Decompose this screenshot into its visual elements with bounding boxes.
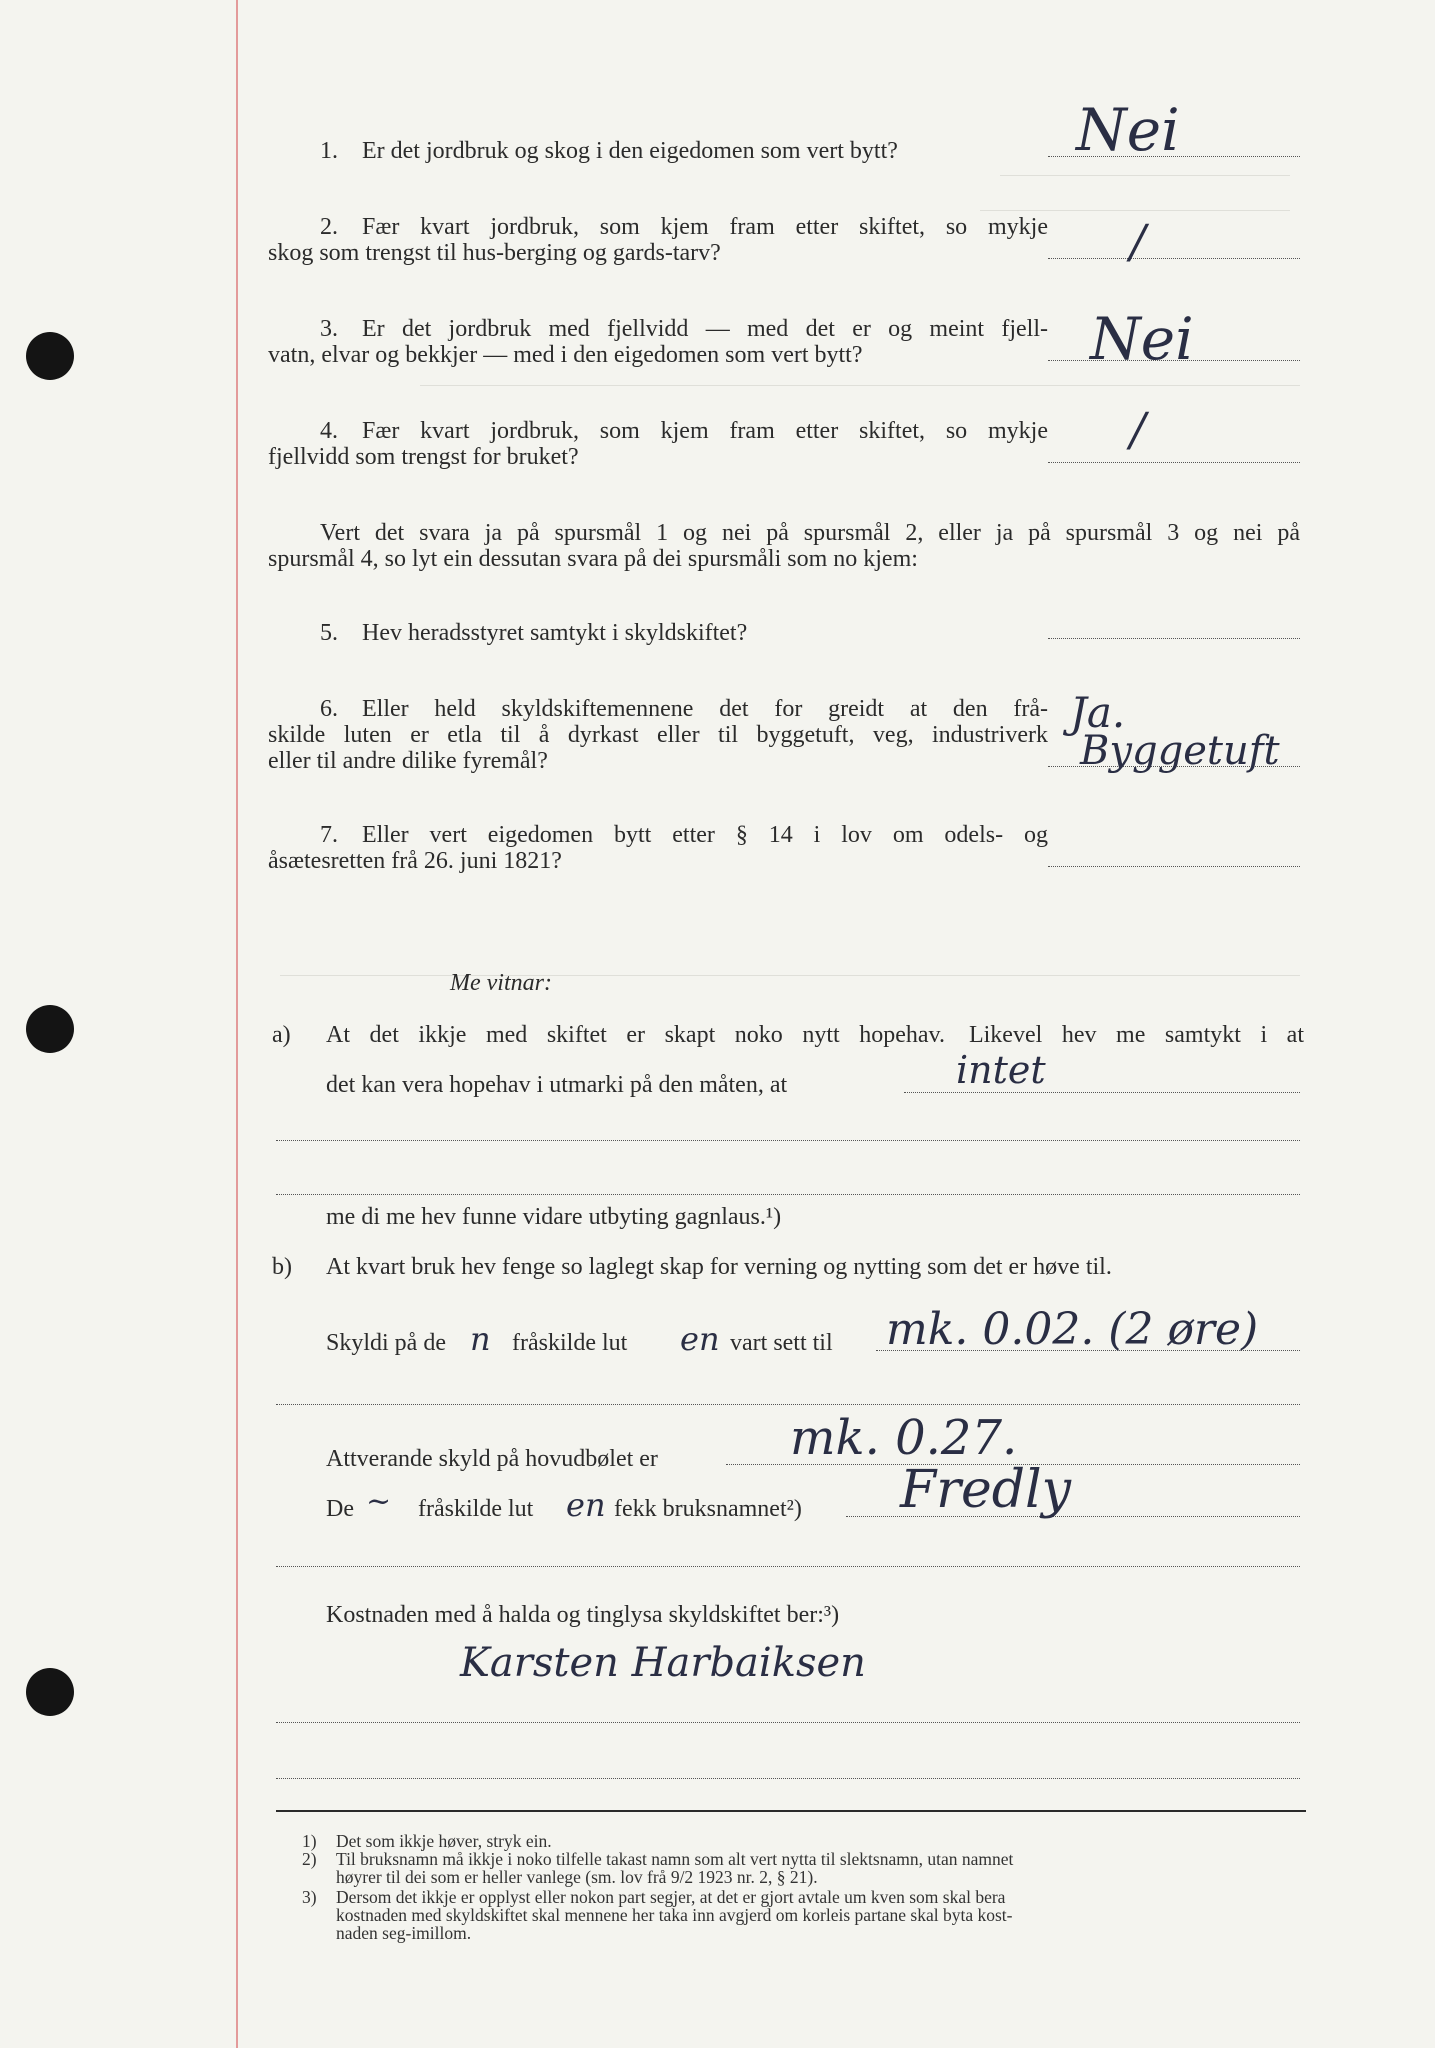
answer-line-4 <box>1048 462 1300 463</box>
footnote-3-line1: Dersom det ikkje er opplyst eller nokon part segjer, at det er gjort avtale um kven som skal bera <box>336 1887 1006 1907</box>
item-a-line1: At det ikkje med skiftet er skapt noko nytt hopehav. Likevel hev me samtykt i at <box>326 1022 1304 1048</box>
skyld-suffix: vart sett til <box>730 1330 833 1356</box>
bruks-mid: fråskilde lut <box>418 1496 534 1522</box>
question-2-line1: 2. Fær kvart jordbruk, som kjem fram etter skiftet, so mykje <box>320 214 1048 240</box>
item-a-label: a) <box>272 1022 291 1048</box>
item-a-answer: intet <box>956 1048 1046 1092</box>
footnote-2-line1: Til bruksnamn må ikkje i noko tilfelle takast namn som alt vert nytta til slektsnamn, utan namnet <box>336 1849 1014 1869</box>
question-6-line1: 6. Eller held skyldskiftemennene det for greidt at den frå‑ <box>320 696 1048 722</box>
skyld-prefix: Skyldi på de <box>326 1330 446 1356</box>
footnote-separator <box>276 1810 1306 1812</box>
item-a-line2: det kan vera hopehav i utmarki på den måten, at <box>326 1072 788 1098</box>
question-6-line2: skilde luten er etla til å dyrkast eller til byggetuft, veg, industriverk <box>268 722 1048 748</box>
punch-hole-middle <box>26 1005 74 1053</box>
answer-line-7 <box>1048 866 1300 867</box>
skyld-blank-line <box>276 1404 1300 1405</box>
attverande-label: Attverande skyld på hovudbølet er <box>326 1446 658 1472</box>
question-3-line2: vatn, elvar og bekkjer — med i den eigedomen som vert bytt? <box>268 342 863 368</box>
kostnad-label: Kostnaden med å halda og tinglysa skyldskiftet ber:³) <box>326 1602 840 1628</box>
skyld-hw-2: en <box>680 1320 720 1358</box>
bruks-hw-2: en <box>566 1486 606 1524</box>
question-4-line2: fjellvidd som trengst for bruket? <box>268 444 579 470</box>
margin-rule <box>236 0 238 2048</box>
item-a-blank-line-2 <box>276 1194 1300 1195</box>
footnote-2-mark: 2) <box>302 1849 317 1869</box>
question-3-line1: 3. Er det jordbruk med fjellvidd — med det er og meint fjell‑ <box>320 316 1048 342</box>
answer-1: Nei <box>1076 96 1180 164</box>
question-7-line1: 7. Eller vert eigedomen bytt etter § 14 i lov om odels‑ og <box>320 822 1048 848</box>
answer-3: Nei <box>1090 305 1194 373</box>
answer-4: / <box>1130 402 1146 456</box>
answer-6-b: Byggetuft <box>1080 728 1280 774</box>
item-a-line3: me di me hev funne vidare utbyting gagnlaus.¹) <box>326 1204 782 1230</box>
bruks-answer: Fredly <box>900 1460 1072 1520</box>
bruks-hw-1: ~ <box>366 1484 392 1519</box>
footnote-2-line2: høyrer til dei som er heller vanlege (sm. lov frå 9/2 1923 nr. 2, § 21). <box>336 1867 818 1887</box>
answer-line-5 <box>1048 638 1300 639</box>
question-4-line1: 4. Fær kvart jordbruk, som kjem fram etter skiftet, so mykje <box>320 418 1048 444</box>
skyld-answer: mk. 0.02. (2 øre) <box>886 1304 1259 1355</box>
answer-line-2 <box>1048 258 1300 259</box>
item-b-label: b) <box>272 1254 292 1280</box>
kostnad-blank-line-2 <box>276 1778 1300 1779</box>
punch-hole-top <box>26 332 74 380</box>
footnote-1-text: Det som ikkje høver, stryk ein. <box>336 1831 552 1851</box>
item-a-answer-line <box>904 1092 1300 1093</box>
footnote-3-line3: naden seg‑imillom. <box>336 1923 472 1943</box>
footnote-3-mark: 3) <box>302 1887 317 1907</box>
kostnad-answer: Karsten Harbaiksen <box>460 1640 866 1686</box>
instruction-line1: Vert det svara ja på spursmål 1 og nei på spursmål 2, eller ja på spursmål 3 og nei på <box>320 520 1300 546</box>
witness-heading: Me vitnar: <box>450 970 552 996</box>
item-a-blank-line-1 <box>276 1140 1300 1141</box>
question-6-line3: eller til andre dilike fyremål? <box>268 748 548 774</box>
item-b-line1: At kvart bruk hev fenge so laglegt skap for verning og nytting som det er høve til. <box>326 1254 1112 1280</box>
question-5: 5. Hev heradsstyret samtykt i skyldskiftet? <box>320 620 748 646</box>
question-1: 1. Er det jordbruk og skog i den eigedomen som vert bytt? <box>320 138 898 164</box>
answer-2: / <box>1130 214 1146 268</box>
kostnad-blank-line-1 <box>276 1722 1300 1723</box>
punch-hole-bottom <box>26 1668 74 1716</box>
answer-6-a: Ja. <box>1070 688 1126 737</box>
question-2-line2: skog som trengst til hus‑berging og gards‑tarv? <box>268 240 721 266</box>
footnote-1-mark: 1) <box>302 1831 317 1851</box>
bruks-prefix: De <box>326 1496 354 1522</box>
attverande-answer: mk. 0.27. <box>790 1410 1018 1466</box>
footnote-3-line2: kostnaden med skyldskiftet skal mennene her taka inn avgjerd om korleis partane skal byta kost‑ <box>336 1905 1013 1925</box>
bruks-blank-line <box>276 1566 1300 1567</box>
instruction-line2: spursmål 4, so lyt ein dessutan svara på dei spursmåli som no kjem: <box>268 546 918 572</box>
skyld-hw-1: n <box>470 1320 491 1358</box>
question-7-line2: åsætesretten frå 26. juni 1821? <box>268 848 562 874</box>
bruks-suffix: fekk bruksnamnet²) <box>614 1496 802 1522</box>
skyld-mid: fråskilde lut <box>512 1330 628 1356</box>
